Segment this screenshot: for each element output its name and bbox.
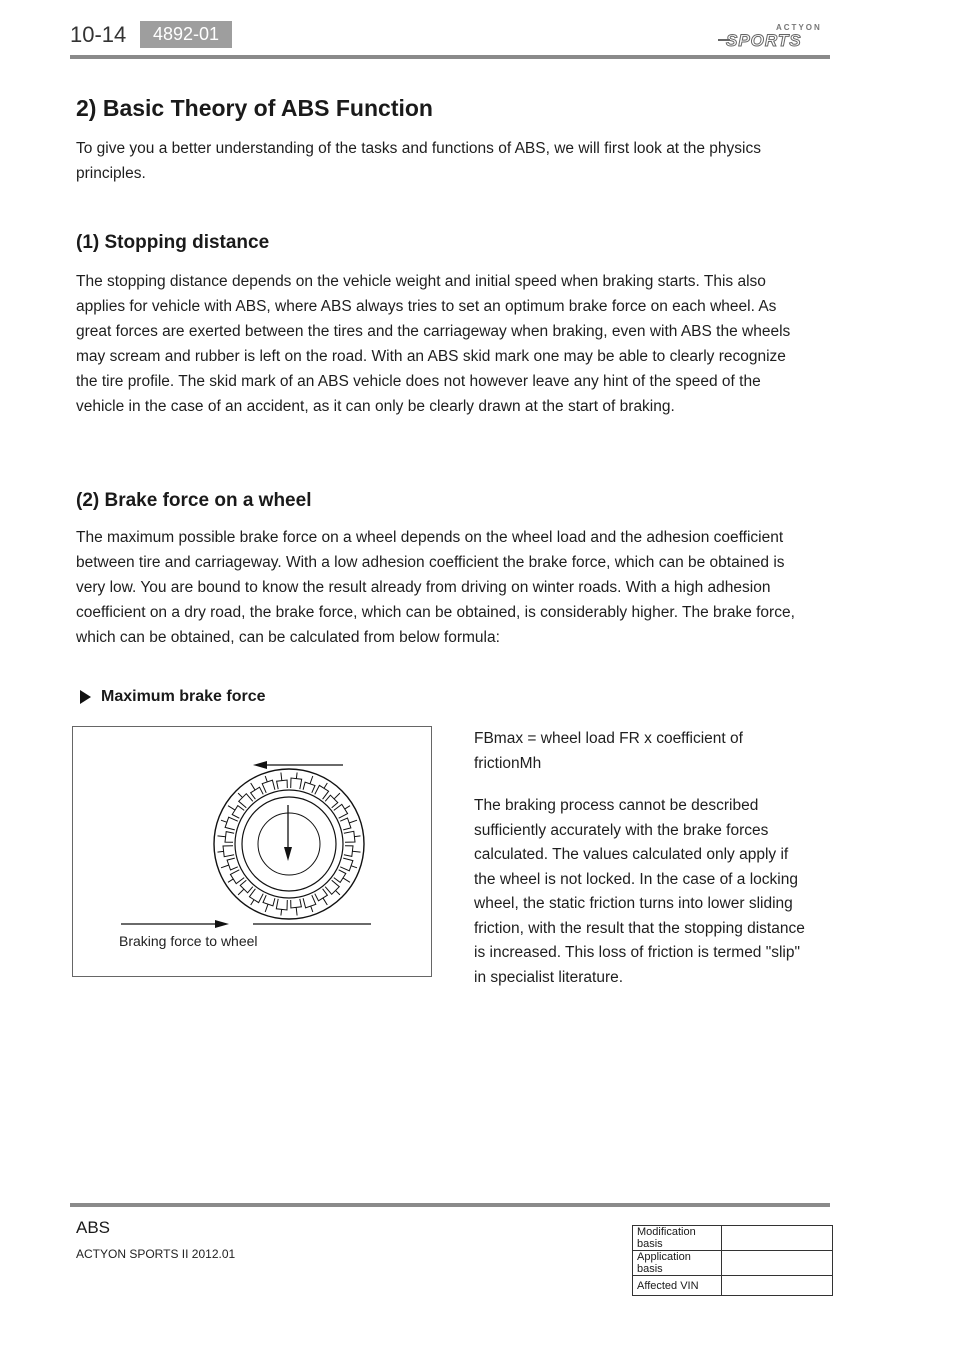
triangle-bullet-icon: [80, 690, 91, 704]
logo-small-text: ACTYON: [776, 23, 822, 32]
tread-block: [218, 832, 235, 843]
max-brake-force-text: Maximum brake force: [101, 688, 266, 705]
header-rule: [70, 55, 830, 59]
tread-block: [334, 804, 350, 818]
wheel-figure: [72, 726, 432, 977]
figure-caption: Braking force to wheel: [119, 933, 258, 949]
explanation-text: The braking process cannot be described sufficiently accurately with the brake forces calculated. The values calculated only apply if the wheel is not locked. In the case of a locking wheel, the static friction turns into lower sliding friction, with the result that the stopping distance is increased. This loss of friction is termed "slip" in specialist literature.: [474, 797, 805, 986]
tread-block: [291, 899, 302, 916]
revision-value: [722, 1251, 833, 1276]
tread-block: [228, 870, 244, 884]
tread-block: [334, 870, 350, 883]
tread-block: [315, 783, 329, 799]
tread-block: [303, 895, 316, 912]
logo-large-text: SPORTS: [726, 31, 802, 50]
tread-block: [340, 858, 357, 871]
tread-block: [263, 895, 275, 912]
footer-rule: [70, 1203, 830, 1207]
revision-value: [722, 1226, 833, 1251]
tread-block: [291, 773, 302, 790]
tread-block: [221, 817, 238, 830]
intro-paragraph: To give you a better understanding of the tasks and functions of ABS, we will first look at the physics principles.: [76, 140, 761, 182]
tread-block: [218, 846, 235, 857]
tread-block: [344, 831, 361, 842]
tread-block: [276, 899, 287, 916]
revision-label: Application basis: [633, 1251, 722, 1276]
tread-block: [315, 889, 328, 905]
tread-block: [221, 858, 238, 870]
revision-value: [722, 1276, 833, 1296]
page-number: 10-14: [70, 22, 127, 47]
revision-table: [632, 1225, 833, 1296]
revision-row: [633, 1276, 833, 1296]
brake-force-paragraph: The maximum possible brake force on a wheel depends on the wheel load and the adhesion coefficient between tire and carriageway. With a low adhesion coefficient the brake force, which can be obtained is very low. You are bound to know the result already from driving on winter roads. With a high adhesion coefficient on a dry road, the brake force, which can be obtained, is considerably higher. The brake force, which can be obtained, can be calculated from below formula:: [76, 529, 795, 646]
revision-row: [633, 1251, 833, 1276]
brake-force-heading: (2) Brake force on a wheel: [76, 490, 312, 511]
tread-block: [228, 806, 244, 819]
tread-block: [251, 783, 264, 799]
max-brake-force-label: [80, 688, 266, 706]
doc-code-badge: 4892-01: [140, 21, 232, 48]
footer-section-name: ABS: [76, 1218, 111, 1237]
tread-block: [340, 818, 357, 830]
tread-block: [344, 846, 361, 857]
tread-block: [262, 776, 275, 793]
footer-model: ACTYON SPORTS II 2012.01: [76, 1247, 236, 1261]
revision-label: Modification basis: [633, 1226, 722, 1251]
formula-text: FBmax = wheel load FR x coefficient of frictionMh: [474, 730, 743, 772]
stopping-distance-paragraph: The stopping distance depends on the vehicle weight and initial speed when braking starts. This also applies for vehicle with ABS, where ABS always tries to set an optimum brake force on each wheel. As great forces are exerted between the tires and the carriageway when braking, even with ABS the wheels may scream and rubber is left on the road. With an ABS skid mark one may be able to clearly recognize the tire profile. The skid mark of an ABS vehicle does not however leave any hint of the speed of the vehicle in the case of an accident, as it can only be clearly drawn at the start of braking.: [76, 273, 791, 415]
brand-logo: [718, 20, 830, 50]
stopping-distance-heading: (1) Stopping distance: [76, 232, 270, 253]
tread-block: [303, 776, 315, 793]
section-title: 2) Basic Theory of ABS Function: [76, 95, 433, 121]
tread-block: [249, 889, 263, 905]
revision-label: Affected VIN: [633, 1276, 722, 1296]
revision-row: [633, 1226, 833, 1251]
tread-block: [277, 773, 288, 790]
